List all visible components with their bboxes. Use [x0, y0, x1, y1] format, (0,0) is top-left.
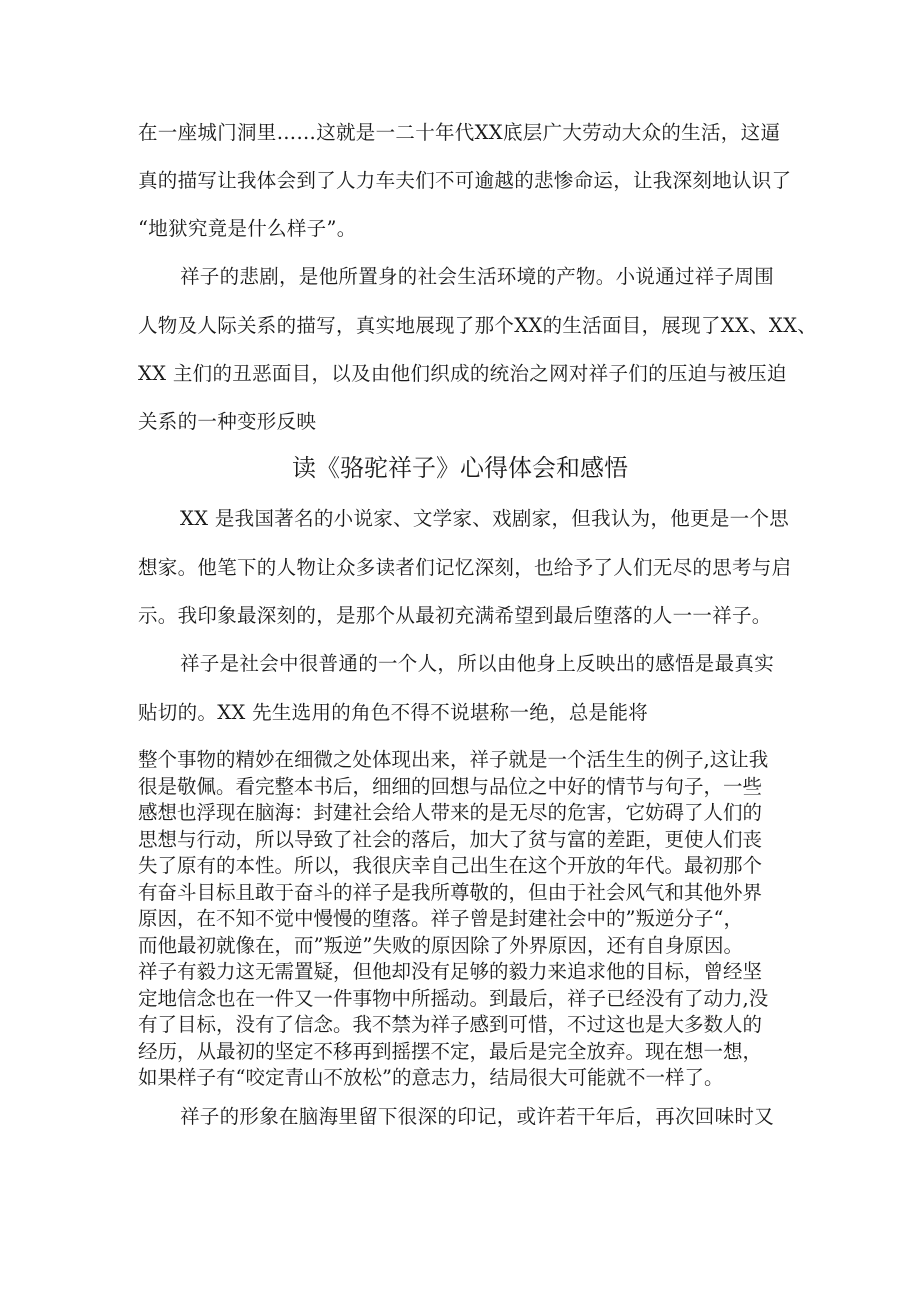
paragraph-3-line-3: 示。我印象最深刻的，是那个从最初充满希望到最后堕落的人一一祥子。	[138, 604, 772, 627]
paragraph-5-line-6: 有奋斗目标且敢于奋斗的祥子是我所尊敬的，但由于社会风气和其他外界	[138, 880, 763, 904]
paragraph-5-line-2: 很是敬佩。看完整本书后，细细的回想与品位之中好的情节与句子，一些	[138, 774, 763, 798]
paragraph-3-line-2: 想家。他笔下的人物让众多读者们记忆深刻，也给予了人们无尽的思考与启	[138, 556, 792, 579]
paragraph-1-line-2: 真的描写让我体会到了人力车夫们不可逾越的悲惨命运，让我深刻地认识了	[138, 169, 792, 192]
paragraph-2-line-4: 关系的一种变形反映	[138, 410, 317, 433]
paragraph-5	[138, 747, 788, 1092]
paragraph-5-line-9: 祥子有毅力这无需置疑，但他却没有足够的毅力来追求他的目标，曾经坚	[138, 960, 763, 983]
paragraph-5-line-11: 有了目标，没有了信念。我不禁为祥子感到可惜，不过这也是大多数人的	[138, 1013, 763, 1036]
paragraph-2-line-1: 祥子的悲剧，是他所置身的社会生活环境的产物。小说通过祥子周围	[180, 265, 775, 288]
paragraph-5-line-7: 原因，在不知不觉中慢慢的堕落。祥子曾是封建社会中的”叛逆分子“，	[138, 907, 743, 930]
paragraph-2-line-3: XX 主们的丑恶面目，以及由他们织成的统治之网对祥子们的压迫与被压迫	[138, 362, 787, 385]
paragraph-4-line-1: 祥子是社会中很普通的一个人，所以由他身上反映出的感悟是最真实	[180, 652, 775, 675]
paragraph-5-line-10: 定地信念也在一件又一件事物中所摇动。到最后，祥子已经没有了动力,没	[138, 986, 769, 1010]
paragraph-5-line-4: 思想与行动，所以导致了社会的落后，加大了贫与富的差距，更使人们丧	[138, 827, 763, 851]
paragraph-5-line-1: 整个事物的精妙在细微之处体现出来，祥子就是一个活生生的例子,这让我	[138, 748, 769, 771]
paragraph-5-line-8: 而他最初就像在，而”叛逆”失败的原因除了外界原因，还有自身原因。	[138, 933, 743, 957]
paragraph-5-line-12: 经历，从最初的坚定不移再到摇摆不定，最后是完全放弃。现在想一想，	[138, 1039, 763, 1063]
paragraph-5-line-3: 感想也浮现在脑海：封建社会给人带来的是无尽的危害，它妨碍了人们的	[138, 801, 763, 824]
paragraph-3-line-1: XX 是我国著名的小说家、文学家、戏剧家，但我认为，他更是一个思	[180, 507, 790, 530]
paragraph-1-line-1: 在一座城门洞里……这就是一二十年代XX底层广大劳动大众的生活，这逼	[138, 121, 781, 144]
paragraph-5-line-5: 失了原有的本性。所以，我很庆幸自己出生在这个开放的年代。最初那个	[138, 854, 763, 877]
paragraph-4-line-2: 贴切的。XX 先生选用的角色不得不说堪称一绝，总是能将	[138, 701, 649, 724]
paragraph-2-line-2: 人物及人际关系的描写，真实地展现了那个XX的生活面目，展现了XX、XX、	[138, 314, 818, 337]
paragraph-1-line-3: “地狱究竟是什么样子”。	[138, 217, 357, 240]
article-title: 读《骆驼祥子》心得体会和感悟	[292, 454, 628, 482]
paragraph-6-line-1: 祥子的形象在脑海里留下很深的印记，或许若干年后，再次回味时又	[180, 1105, 775, 1128]
paragraph-5-line-13: 如果样子有“咬定青山不放松”的意志力，结局很大可能就不一样了。	[138, 1066, 724, 1089]
